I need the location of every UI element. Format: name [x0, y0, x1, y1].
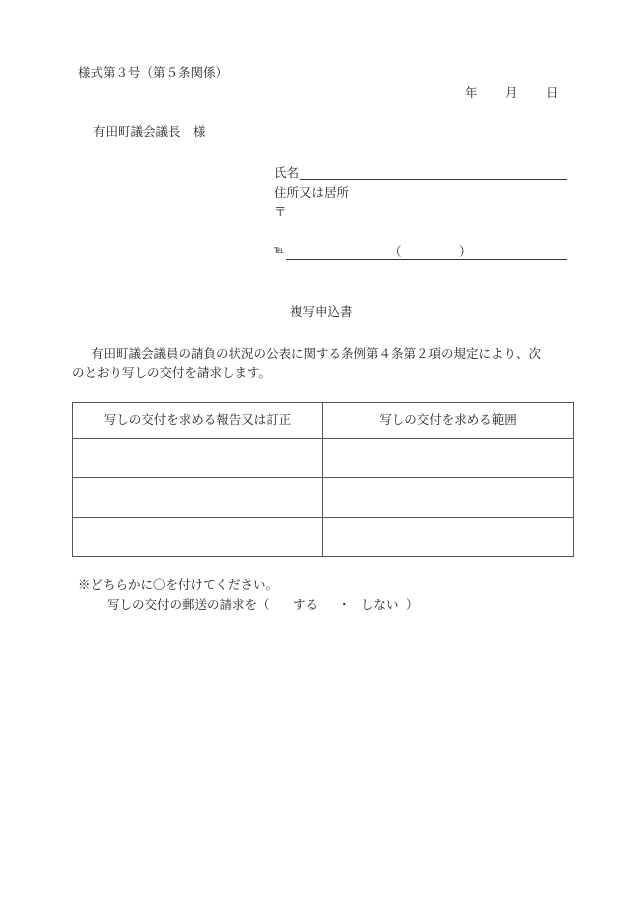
note: ※どちらかに〇を付けてください。 — [78, 577, 279, 592]
date-day-label: 日 — [546, 85, 559, 100]
mailing-option-no[interactable]: しない — [361, 597, 399, 612]
name-underline[interactable] — [300, 179, 567, 180]
mailing-separator: ・ — [338, 597, 351, 612]
tel-label: ℡ — [274, 245, 285, 256]
tel-paren-close: ） — [459, 244, 472, 259]
date-month-label: 月 — [505, 85, 518, 100]
table-header-range: 写しの交付を求める範囲 — [323, 403, 574, 439]
table-cell[interactable] — [323, 439, 574, 478]
body-paragraph — [72, 344, 576, 382]
body-line-1: 有田町議会議員の請負の状況の公表に関する条例第４条第２項の規定により、次 — [91, 346, 542, 361]
form-number: 様式第３号（第５条関係） — [78, 65, 229, 80]
mailing-option-yes[interactable]: する — [293, 597, 319, 612]
date-year-label: 年 — [465, 85, 478, 100]
name-label: 氏名 — [274, 165, 300, 180]
mailing-close: ） — [406, 597, 419, 612]
table-cell[interactable] — [73, 517, 323, 556]
table-cell[interactable] — [73, 478, 323, 517]
addressee: 有田町議会議長 様 — [93, 124, 206, 139]
page-title: 複写申込書 — [290, 304, 353, 319]
body-line-2: のとおり写しの交付を請求します。 — [72, 365, 272, 380]
table-header-row — [73, 403, 574, 439]
postal-mark: 〒 — [274, 204, 287, 219]
tel-underline[interactable] — [286, 259, 567, 260]
table-cell[interactable] — [323, 517, 574, 556]
table-cell[interactable] — [73, 439, 323, 478]
mailing-label: 写しの交付の郵送の請求を（ — [107, 597, 270, 612]
tel-paren-open: （ — [389, 244, 402, 259]
address-label: 住所又は居所 — [274, 185, 350, 200]
request-table — [72, 402, 574, 557]
table-row — [73, 517, 574, 556]
table-row — [73, 478, 574, 517]
table-cell[interactable] — [323, 478, 574, 517]
table-row — [73, 439, 574, 478]
table-header-report: 写しの交付を求める報告又は訂正 — [73, 403, 323, 439]
